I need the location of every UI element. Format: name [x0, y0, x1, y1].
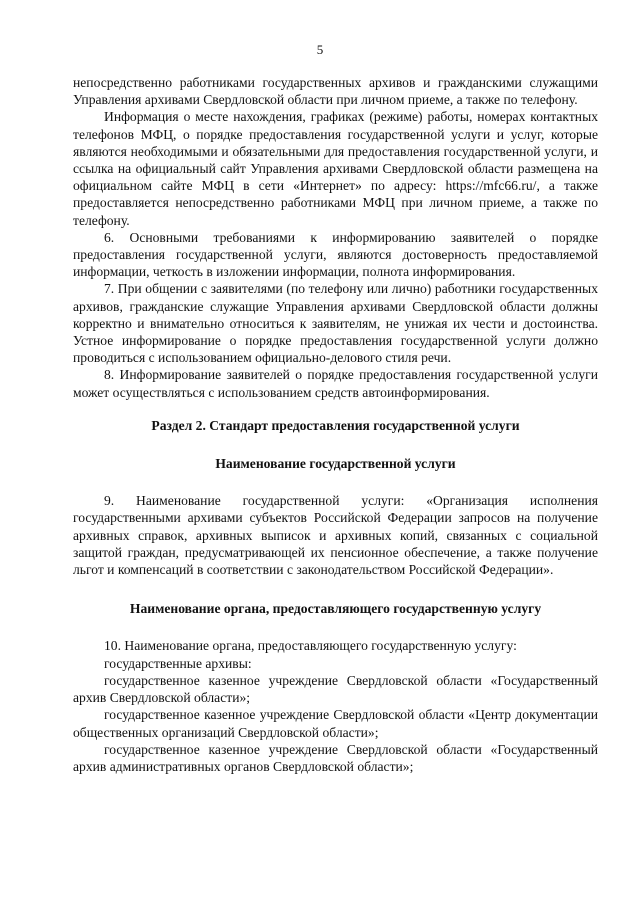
- organ-list-intro: государственные архивы:: [104, 655, 252, 671]
- page-number: 5: [316, 42, 324, 57]
- paragraph-9: 9. Наименование государственной услуги: «Организация исполнения государственными архивами субъектов Российской Федерации запросов на получение архивных справок, архивных выписок и архивных копий, связанных с социальной защитой граждан, предусматривающей их пенсионное обеспечение, а также получение льгот и компенсаций в соответствии с законодательством Российской Федерации».: [73, 493, 598, 578]
- organ-heading: Наименование органа, предоставляющего государственную услугу: [129, 601, 542, 617]
- paragraph-6: 6. Основными требованиями к информированию заявителей о порядке предоставления государственной услуги, являются достоверность предоставляемой информации, четкость в изложении информации, полнота информирования.: [73, 229, 598, 280]
- paragraph-7: 7. При общении с заявителями (по телефону или лично) работники государственных архивов, гражданские служащие Управления архивами Свердловской области должны корректно и внимательно относиться к заявителям, не унижая их чести и достоинства. Устное информирование о порядке предоставления государственной услуги должно проводиться с использованием официально-делового стиля речи.: [73, 281, 598, 366]
- service-name-heading: Наименование государственной услуги: [215, 456, 456, 472]
- section-heading: Раздел 2. Стандарт предоставления государственной услуги: [151, 417, 520, 433]
- paragraph-8: 8. Информирование заявителей о порядке предоставления государственной услуги может осуществляться с использованием средств автоинформирования.: [73, 367, 598, 400]
- organ-list-item: государственное казенное учреждение Свердловской области «Государственный архив административных органов Свердловской области»;: [73, 741, 598, 774]
- paragraph-10: 10. Наименование органа, предоставляющего государственную услугу:: [104, 638, 517, 654]
- organ-list-item: государственное казенное учреждение Свердловской области «Государственный архив Свердловской области»;: [73, 672, 598, 706]
- paragraph-mfc-info: Информация о месте нахождения, графиках (режиме) работы, номерах контактных телефонов МФЦ, о порядке предоставления государственной услуги и услуг, которые являются необходимыми и обязательными для предоставления государственной услуги, и ссылка на официальный сайт Управления архивами Свердловской области размещена на официальном сайте МФЦ в сети «Интернет» по адресу: https://mfc66.ru/, а также предоставляется непосредственно работниками МФЦ при личном приеме, а также по телефону.: [73, 109, 598, 228]
- organ-list-item: государственное казенное учреждение Свердловской области «Центр документации общественных организаций Свердловской области»;: [73, 707, 598, 740]
- document-body: [73, 74, 598, 775]
- paragraph-continuation: непосредственно работниками государственных архивов и гражданскими служащими Управления архивами Свердловской области при личном приеме, а также по телефону.: [73, 75, 598, 108]
